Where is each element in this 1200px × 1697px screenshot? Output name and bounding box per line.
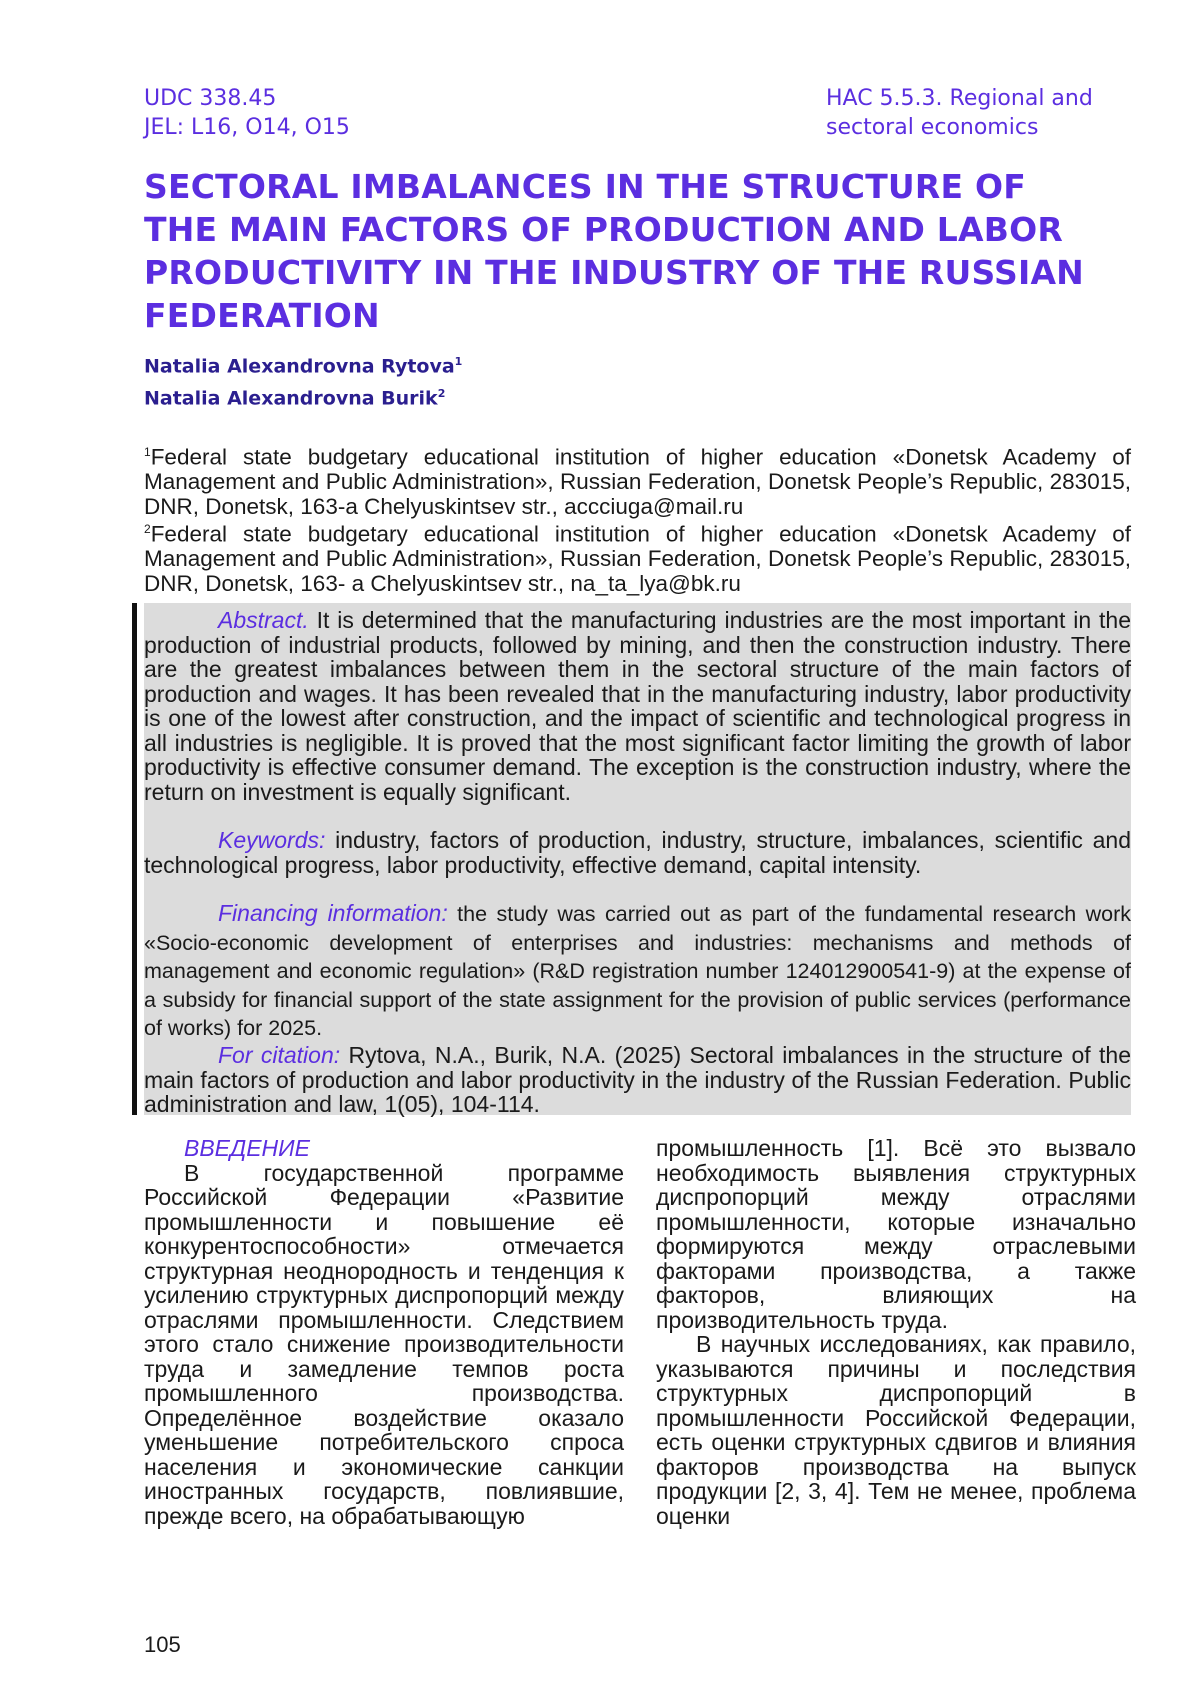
citation-paragraph: For citation: Rytova, N.A., Burik, N.A. (2025) Sectoral imbalances in the structure of the main factors of production and labor productivity in the industry of the Russian Federation. Public administration and law, 1(05), 104-114. <box>144 1043 1131 1117</box>
udc-code: UDC 338.45 <box>144 84 350 113</box>
intro-paragraph-1-continued: промышленность [1]. Всё это вызвало необходимость выявления структурных диспропорций между отраслями промышленности, которые изначально формируются между отраслевыми факторами производства, а также факторов, влияющих на производительность труда. <box>656 1136 1136 1332</box>
author-list <box>144 348 462 413</box>
body-column-left <box>144 1136 624 1528</box>
hac-line-2: sectoral economics <box>826 113 1093 142</box>
classification-codes <box>144 84 350 142</box>
intro-paragraph-2: В научных исследованиях, как правило, указываются причины и последствия структурных диспропорций в промышленности Российской Федерации, есть оценки структурных сдвигов и влияния факторов производства на выпуск продукции [2, 3, 4]. Тем не менее, проблема оценки <box>656 1332 1136 1528</box>
article-title: SECTORAL IMBALANCES IN THE STRUCTURE OF THE MAIN FACTORS OF PRODUCTION AND LABOR PRODUCTIVITY IN THE INDUSTRY OF THE RUSSIAN FEDERATION <box>144 165 1094 337</box>
keywords-paragraph: Keywords: industry, factors of production, industry, structure, imbalances, scientific and technological progress, labor productivity, effective demand, capital intensity. <box>144 828 1131 877</box>
section-heading: ВВЕДЕНИЕ <box>144 1136 624 1161</box>
hac-specialty <box>826 84 1093 142</box>
jel-code: JEL: L16, O14, O15 <box>144 113 350 142</box>
abstract-left-rule <box>132 603 137 1115</box>
financing-paragraph: Financing information: the study was carried out as part of the fundamental research work «Socio-economic development of enterprises and industries: mechanisms and methods of management and economic regulation» (R&D registration number 124012900541-9) at the expense of a subsidy for financial support of the state assignment for the provision of public services (performance of works) for 2025. <box>144 899 1131 1043</box>
body-column-right <box>656 1136 1136 1528</box>
journal-page <box>0 0 1200 1697</box>
hac-line-1: HAC 5.5.3. Regional and <box>826 84 1093 113</box>
intro-paragraph-1: В государственной программе Российской Федерации «Развитие промышленности и повышение её конкурентоспособности» отмечается структурная неоднородность и тенденция к усилению структурных диспропорций между отраслями промышленности. Следствием этого стало снижение производительности труда и замедление темпов роста промышленного производства. Определённое воздействие оказало уменьшение потребительского спроса населения и экономические санкции иностранных государств, повлиявшие, прежде всего, на обрабатывающую <box>144 1161 624 1529</box>
author-2: Natalia Alexandrovna Burik2 <box>144 380 462 412</box>
abstract-paragraph: Abstract. It is determined that the manufacturing industries are the most important in the production of industrial products, followed by mining, and then the construction industry. There are the greatest imbalances between them in the sectoral structure of the main factors of production and wages. It has been revealed that in the manufacturing industry, labor productivity is one of the lowest after construction, and the impact of scientific and technological progress in all industries is negligible. It is proved that the most significant factor limiting the growth of labor productivity is effective consumer demand. The exception is the construction industry, where the return on investment is equally significant. <box>144 608 1131 804</box>
page-number: 105 <box>144 1632 181 1658</box>
author-1: Natalia Alexandrovna Rytova1 <box>144 348 462 380</box>
affiliation-2: 2Federal state budgetary educational institution of higher education «Donetsk Academy of Management and Public Administration», Russian Federation, Donetsk People’s Republic, 283015, DNR, Donetsk, 163- a Chelyuskintsev str., na_ta_lya@bk.ru <box>144 517 1131 596</box>
affiliation-1: 1Federal state budgetary educational institution of higher education «Donetsk Academy of Management and Public Administration», Russian Federation, Donetsk People’s Republic, 283015, DNR, Donetsk, 163-a Chelyuskintsev str., accciuga@mail.ru <box>144 440 1131 519</box>
